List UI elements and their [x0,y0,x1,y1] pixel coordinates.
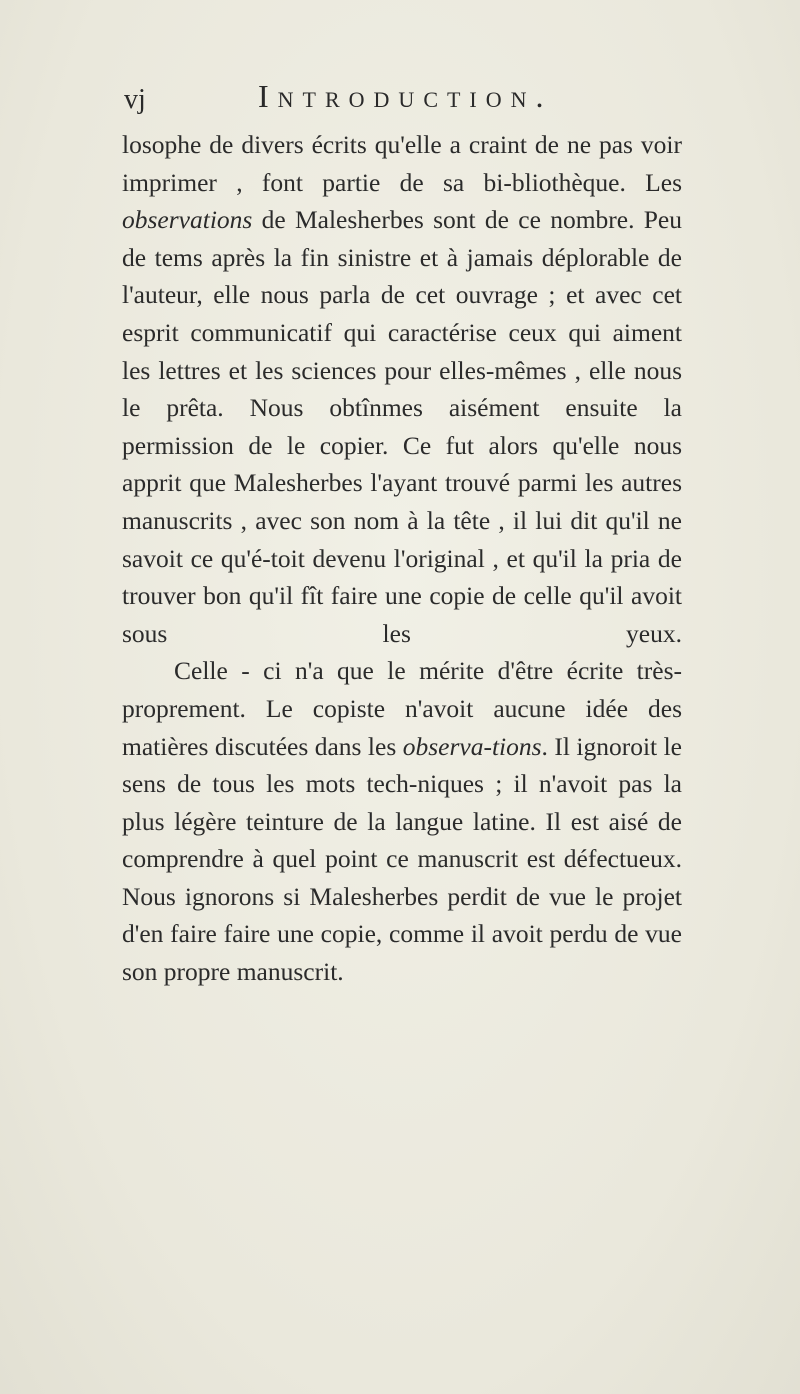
paragraph-2-text-b: . Il ignoroit le sens de tous les mots tech-niques ; il n'avoit pas la plus légère teinture de la langue latine. Il est aisé de comprendre à quel point ce manuscrit est défectueux. Nous ignorons si Malesherbes perdit de vue le projet d'en faire faire une copie, comme il avoit perdu de vue son propre manuscrit. [122,731,682,987]
page-header [124,78,684,118]
page-number: vj [124,84,146,115]
running-title: Introduction. [258,78,553,114]
paragraph-2-italic: observa-tions [402,731,542,761]
paragraph-1-text-b: de Malesherbes sont de ce nombre. Peu de tems après la fin sinistre et à jamais déplorable de l'auteur, elle nous parla de cet ouvrage ; et avec cet esprit communicatif qui caractérise ceux qui aiment les lettres et les sciences pour elles-mêmes , elle nous le prêta. Nous obtînmes aisément ensuite la permission de le copier. Ce fut alors qu'elle nous apprit que Malesherbes l'ayant trouvé parmi les autres manuscrits , avec son nom à la tête , il lui dit qu'il ne savoit ce qu'é-toit devenu l'original , et qu'il la pria de trouver bon qu'il fît faire une copie de celle qu'il avoit sous les yeux. [122,205,682,648]
paragraph-1-text-a: losophe de divers écrits qu'elle a craint de ne pas voir imprimer , font partie de sa bi-bliothèque. Les [122,130,682,197]
paragraph-2 [122,652,682,990]
paragraph-2-text-a: Celle - ci n'a que le mérite d'être écrite très-proprement. Le copiste n'avoit aucune idée des matières discutées dans les [122,656,682,761]
paragraph-1 [122,126,682,652]
paragraph-1-italic: observations [122,205,253,235]
body-text [122,126,682,991]
